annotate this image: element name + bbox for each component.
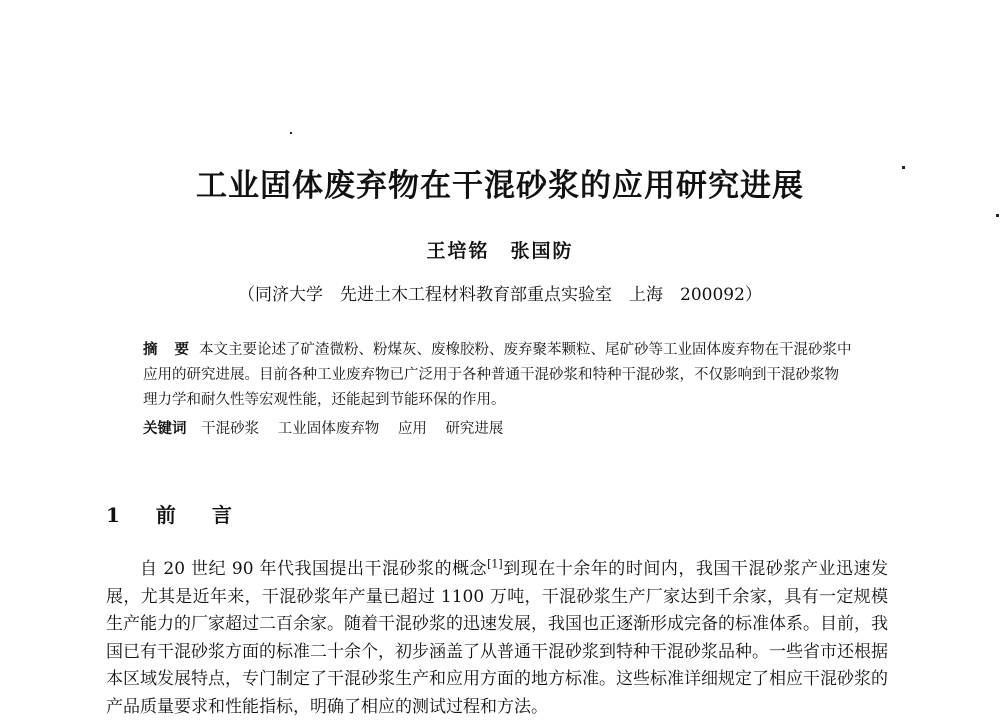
keyword-item: 研究进展	[445, 421, 504, 437]
scan-speck	[996, 214, 999, 217]
keyword-item: 应用	[397, 421, 427, 437]
scan-speck	[290, 132, 292, 134]
paper-title: 工业固体废弃物在干混砂浆的应用研究进展	[196, 168, 804, 204]
keywords	[143, 417, 517, 438]
body-text-rest: 到现在十余年的时间内，我国干混砂浆产业迅速发展，尤其是近年来，干混砂浆年产量已超过 1100 万吨，干混砂浆生产厂家达到千余家，具有一定规模生产能力的厂家超过二百余家。随着干混砂浆的迅速发展，我国也正逐渐形成完备的标准体系。目前，我国已有干混砂浆方面的标准二十余个，初步涵盖了从普通干混砂浆到特种干混砂浆品种。一些省市还根据本区域发展特点，专门制定了干混砂浆生产和应用方面的地方标准。这些标准详细规定了相应干混砂浆的产品质量要求和性能指标，明确了相应的测试过程和方法。	[106, 559, 888, 717]
citation-ref: [1]	[487, 557, 503, 571]
body-text-start: 自 20 世纪 90 年代我国提出干混砂浆的概念	[140, 559, 488, 579]
keyword-item: 工业固体废弃物	[277, 421, 380, 437]
section-heading: 1 前 言	[106, 503, 240, 527]
paper-authors: 王培铭 张国防	[426, 240, 574, 262]
section-body	[106, 556, 888, 721]
paper-affiliation: （同济大学 先进土木工程材料教育部重点实验室 上海 200092）	[238, 285, 762, 305]
keywords-label: 关键词	[143, 420, 187, 437]
abstract	[143, 337, 853, 413]
scan-speck	[902, 166, 905, 169]
abstract-text: 本文主要论述了矿渣微粉、粉煤灰、废橡胶粉、废弃聚苯颗粒、尾矿砂等工业固体废弃物在干混砂浆中应用的研究进展。目前各种工业废弃物已广泛用于各种普通干混砂浆和特种干混砂浆，不仅影响到干混砂浆物理力学和耐久性等宏观性能，还能起到节能环保的作用。	[143, 342, 852, 408]
abstract-label: 摘 要	[143, 341, 196, 358]
keyword-item: 干混砂浆	[201, 421, 260, 437]
